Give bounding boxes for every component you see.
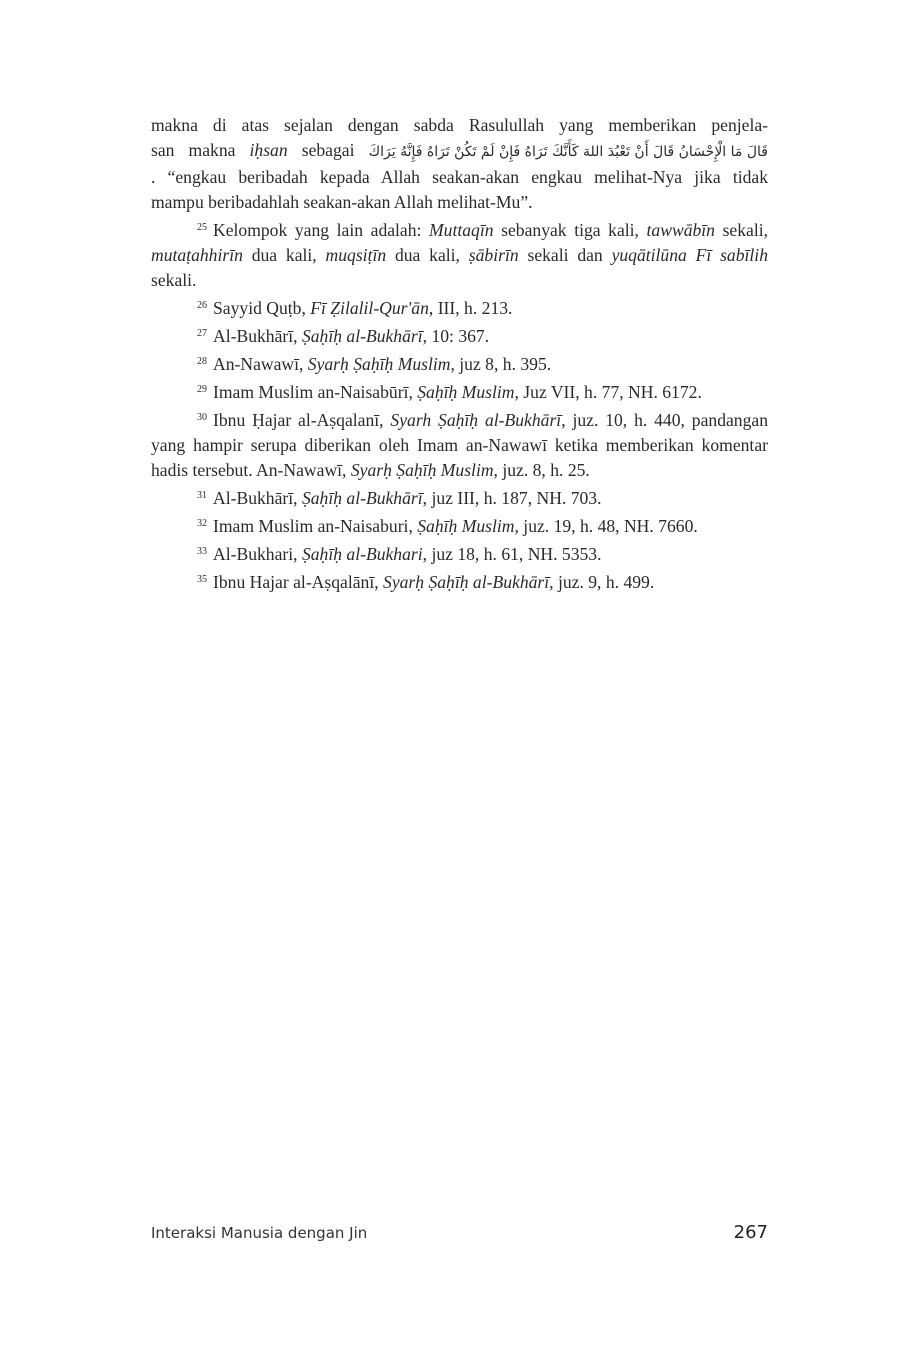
footnote-text: juz 8, h. 395. — [454, 354, 552, 374]
footnote-text: Al-Bukhārī, — [213, 326, 302, 346]
footnote-italic-text: Syarh Ṣaḥīḥ al-Bukhārī — [390, 410, 562, 430]
footnote-italic-text: Ṣaḥīḥ al-Bukhārī — [301, 488, 423, 508]
footnote-text: Ibnu Ḥajar al-Aṣqalanī, — [213, 410, 391, 430]
running-title: Interaksi Manusia dengan Jin — [151, 1224, 368, 1242]
footnote-text: sekali, — [714, 220, 769, 240]
intro-line-3: . “engkau beribadah kepada Allah seakan-akan engkau melihat-Nya jika tidak — [151, 167, 768, 187]
footnote-number: 26 — [197, 300, 207, 311]
footnote-italic-text: muqsiṭīn — [325, 245, 387, 265]
footnote-italic-text: Ṣaḥīḥ al-Bukhārī — [301, 326, 423, 346]
footnote-text: Sayyid Quṭb, — [213, 298, 311, 318]
footnote-list — [151, 215, 768, 595]
footnote-text: , juz III, h. 187, NH. 703. — [422, 488, 602, 508]
footnote-number: 28 — [197, 356, 207, 367]
intro-text: sebagai — [287, 140, 355, 160]
footnote-text: sekali dan — [518, 245, 612, 265]
footnote-number: 29 — [197, 384, 207, 395]
footnote-number: 32 — [197, 518, 207, 529]
footnote-text: sekali. — [151, 270, 197, 290]
intro-line-4: mampu beribadahlah seakan-akan Allah melihat-Mu”. — [151, 192, 533, 212]
footnote-text: Juz VII, h. 77, NH. 6172. — [518, 382, 702, 402]
footnote-text: Kelompok yang lain adalah: — [213, 220, 430, 240]
footnote-italic-text: ṣābirīn — [468, 245, 519, 265]
page-footer — [151, 1222, 768, 1248]
footnote-32 — [151, 511, 768, 539]
footnote-number: 30 — [197, 412, 207, 423]
footnote-text: , III, h. 213. — [428, 298, 513, 318]
footnote-29 — [151, 377, 768, 405]
intro-paragraph — [151, 113, 768, 215]
footnote-text: juz. 9, h. 499. — [553, 572, 655, 592]
page-number: 267 — [733, 1222, 768, 1243]
footnote-33 — [151, 539, 768, 567]
footnote-number: 33 — [197, 546, 207, 557]
footnote-number: 31 — [197, 490, 207, 501]
footnote-text: Al-Bukhari, — [213, 544, 302, 564]
footnote-text: dua kali, — [386, 245, 469, 265]
footnote-text: Ibnu Hajar al-Aṣqalānī, — [213, 572, 384, 592]
footnote-text: sebanyak tiga kali, — [493, 220, 647, 240]
footnote-italic-text: Fī Ẓilalil-Qur'ān — [310, 298, 429, 318]
footnote-italic-text: yuqātilūna Fī sabīlih — [611, 245, 768, 265]
footnote-italic-text: tawwābīn — [646, 220, 715, 240]
arabic-hadith: قَالَ مَا الْإِحْسَانُ قَالَ أَنْ تَعْبُدَ اللهَ كَأَنَّكَ تَرَاهُ فَإِنْ لَمْ تَكُنْ تَرَاهُ فَإِنَّهُ يَرَاكَ — [368, 144, 768, 160]
footnote-text: juz. 19, h. 48, NH. 7660. — [518, 516, 698, 536]
footnote-text: , juz 18, h. 61, NH. 5353. — [422, 544, 602, 564]
footnote-35 — [151, 567, 768, 595]
footnote-number: 25 — [197, 222, 207, 233]
footnote-text: Imam Muslim an-Naisabūrī, — [213, 382, 418, 402]
footnote-italic-text: Syarḥ Ṣaḥīḥ Muslim, — [307, 354, 455, 374]
intro-text: san makna — [151, 140, 250, 160]
footnote-27 — [151, 321, 768, 349]
term-ihsan: iḥsan — [249, 140, 288, 160]
footnote-28 — [151, 349, 768, 377]
footnote-31 — [151, 483, 768, 511]
footnote-italic-text: Ṣaḥīḥ Muslim, — [417, 382, 519, 402]
footnote-text: dua kali, — [242, 245, 326, 265]
footnote-italic-text: Syarḥ Ṣaḥīḥ al-Bukhārī, — [383, 572, 554, 592]
footnote-italic-text: mutaṭahhirīn — [151, 245, 243, 265]
intro-line-2 — [151, 138, 768, 165]
footnote-25 — [151, 215, 768, 293]
footnote-number: 35 — [197, 574, 207, 585]
footnote-text: An-Nawawī, — [213, 354, 308, 374]
footnote-text: Al-Bukhārī, — [213, 488, 302, 508]
footnote-30 — [151, 405, 768, 483]
footnote-text: , juz. 8, h. 25. — [493, 460, 590, 480]
footnote-italic-text: Muttaqīn — [429, 220, 494, 240]
footnote-text: Imam Muslim an-Naisaburi, — [213, 516, 418, 536]
footnote-text: , juz. 10, h. 440, pandangan yang hampir serupa diberikan oleh Imam an-Nawawī ketika memberikan komentar hadis tersebut. An-Nawawī, — [151, 410, 768, 480]
footnote-26 — [151, 293, 768, 321]
footnote-italic-text: Syarḥ Ṣaḥīḥ Muslim — [350, 460, 494, 480]
footnote-italic-text: Ṣaḥīḥ Muslim, — [417, 516, 519, 536]
main-text — [151, 113, 768, 595]
footnote-italic-text: Ṣaḥīḥ al-Bukhari — [301, 544, 423, 564]
intro-line-1: makna di atas sejalan dengan sabda Rasulullah yang memberikan penjela- — [151, 115, 768, 135]
footnote-number: 27 — [197, 328, 207, 339]
footnote-text: , 10: 367. — [422, 326, 490, 346]
